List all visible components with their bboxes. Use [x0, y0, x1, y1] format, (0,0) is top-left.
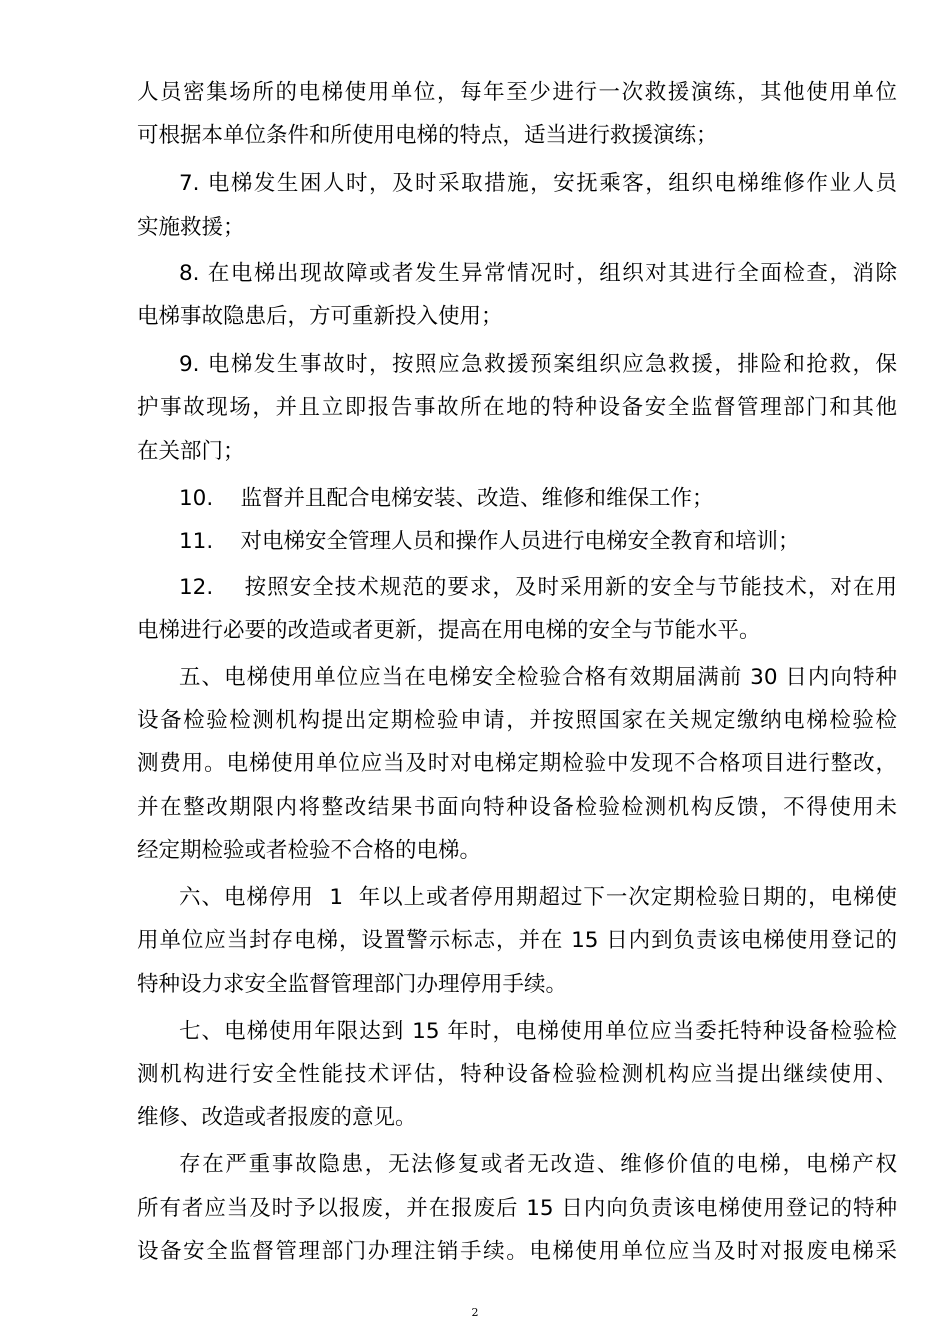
section-7-line: 七、电梯使用年限达到 15 年时，电梯使用单位应当委托特种设备检验检 — [179, 1019, 897, 1044]
section-5-line: 经定期检验或者检验不合格的电梯。 — [137, 838, 482, 863]
section-5-line: 五、电梯使用单位应当在电梯安全检验合格有效期届满前 30 日内向特种 — [179, 665, 897, 690]
list-item-12-line: 12. 按照安全技术规范的要求，及时采用新的安全与节能技术，对在用 — [179, 575, 897, 600]
list-item-9-line: 护事故现场，并且立即报告事故所在地的特种设备安全监督管理部门和其他 — [137, 395, 897, 420]
section-6-line: 用单位应当封存电梯，设置警示标志，并在 15 日内到负责该电梯使用登记的 — [137, 928, 897, 953]
body-text-line: 可根据本单位条件和所使用电梯的特点，适当进行救援演练； — [137, 123, 718, 148]
body-text-line: 人员密集场所的电梯使用单位，每年至少进行一次救援演练，其他使用单位 — [137, 80, 897, 105]
list-item-7-line: 实施救援； — [137, 215, 245, 240]
list-item-7-line: 7. 电梯发生困人时，及时采取措施，安抚乘客，组织电梯维修作业人员 — [179, 171, 897, 196]
section-6-line: 六、电梯停用 1 年以上或者停用期超过下一次定期检验日期的，电梯使 — [179, 885, 897, 910]
list-item-9-line: 9. 电梯发生事故时，按照应急救援预案组织应急救援，排险和抢救，保 — [179, 352, 897, 377]
section-7-line: 测机构进行安全性能技术评估，特种设备检验检测机构应当提出继续使用、 — [137, 1062, 897, 1087]
scrap-paragraph-line: 存在严重事故隐患，无法修复或者无改造、维修价值的电梯，电梯产权 — [179, 1152, 897, 1177]
scrap-paragraph-line: 所有者应当及时予以报废，并在报废后 15 日内向负责该电梯使用登记的特种 — [137, 1196, 897, 1221]
list-item-8-line: 电梯事故隐患后，方可重新投入使用； — [137, 304, 503, 329]
list-item-9-line: 在关部门； — [137, 439, 245, 464]
list-item-8-line: 8. 在电梯出现故障或者发生异常情况时，组织对其进行全面检查，消除 — [179, 261, 897, 286]
list-item-12-line: 电梯进行必要的改造或者更新，提高在用电梯的安全与节能水平。 — [137, 618, 761, 643]
list-item-10-line: 10. 监督并且配合电梯安装、改造、维修和维保工作； — [179, 486, 714, 511]
section-6-line: 特种设力求安全监督管理部门办理停用手续。 — [137, 972, 568, 997]
page-number: 2 — [471, 1306, 479, 1319]
scrap-paragraph-line: 设备安全监督管理部门办理注销手续。电梯使用单位应当及时对报废电梯采 — [137, 1239, 897, 1264]
section-5-line: 设备检验检测机构提出定期检验申请，并按照国家在关规定缴纳电梯检验检 — [137, 708, 897, 733]
section-5-line: 并在整改期限内将整改结果书面向特种设备检验检测机构反馈，不得使用未 — [137, 795, 897, 820]
section-5-line: 测费用。电梯使用单位应当及时对电梯定期检验中发现不合格项目进行整改， — [137, 751, 897, 776]
section-7-line: 维修、改造或者报废的意见。 — [137, 1105, 417, 1130]
list-item-11-line: 11. 对电梯安全管理人员和操作人员进行电梯安全教育和培训； — [179, 529, 800, 554]
